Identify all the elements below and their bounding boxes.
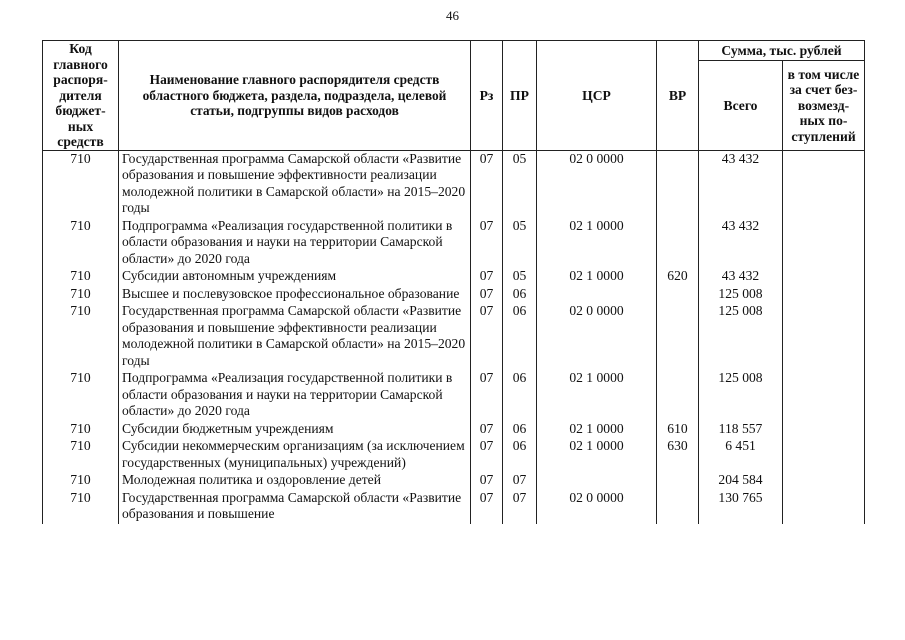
cell-pr: 06 [503,438,537,472]
cell-csr: 02 0 0000 [537,150,657,218]
table-row [43,218,865,269]
header-kod: Код главного распоря- дителя бюджет- ных средств [43,41,119,151]
cell-name: Подпрограмма «Реализация государственной политики в области образования и науки на территории Самарской области» до 2020 года [119,370,471,421]
cell-vr: 630 [657,438,699,472]
cell-pr: 07 [503,472,537,490]
cell-name: Субсидии автономным учреждениям [119,268,471,286]
table-body [43,150,865,524]
cell-vr [657,370,699,421]
cell-vr [657,150,699,218]
cell-pr: 05 [503,268,537,286]
cell-pr: 06 [503,286,537,304]
cell-name: Государственная программа Самарской области «Развитие образования и повышение эффективности реализации молодежной политики в Самарской области» на 2015–2020 годы [119,303,471,370]
table-row [43,421,865,439]
header-vr: ВР [657,41,699,151]
cell-kod: 710 [43,438,119,472]
cell-kod: 710 [43,421,119,439]
cell-name: Государственная программа Самарской области «Развитие образования и повышение эффективности реализации молодежной политики в Самарской области» на 2015–2020 годы [119,150,471,218]
table-row [43,150,865,218]
table-row [43,268,865,286]
cell-name: Молодежная политика и оздоровление детей [119,472,471,490]
cell-name: Субсидии бюджетным учреждениям [119,421,471,439]
cell-kod: 710 [43,490,119,524]
cell-pr: 06 [503,370,537,421]
cell-name: Государственная программа Самарской области «Развитие образования и повышение [119,490,471,524]
cell-bezv [783,150,865,218]
cell-vsego: 43 432 [699,268,783,286]
cell-name: Высшее и послевузовское профессиональное образование [119,286,471,304]
cell-vr [657,490,699,524]
cell-rz: 07 [471,150,503,218]
cell-vr [657,303,699,370]
cell-bezv [783,370,865,421]
budget-table [42,40,865,524]
cell-vsego: 43 432 [699,150,783,218]
table-row [43,472,865,490]
cell-vsego: 125 008 [699,370,783,421]
cell-pr: 06 [503,303,537,370]
cell-bezv [783,303,865,370]
cell-vsego: 204 584 [699,472,783,490]
cell-rz: 07 [471,421,503,439]
cell-pr: 07 [503,490,537,524]
cell-bezv [783,218,865,269]
cell-pr: 05 [503,218,537,269]
cell-pr: 06 [503,421,537,439]
cell-vsego: 130 765 [699,490,783,524]
header-name: Наименование главного распорядителя средств областного бюджета, раздела, подраздела, целевой статьи, подгруппы видов расходов [119,41,471,151]
cell-rz: 07 [471,438,503,472]
cell-kod: 710 [43,268,119,286]
header-vsego: Всего [699,61,783,151]
cell-rz: 07 [471,286,503,304]
cell-csr: 02 1 0000 [537,438,657,472]
cell-kod: 710 [43,218,119,269]
cell-csr: 02 1 0000 [537,421,657,439]
table-row [43,303,865,370]
cell-vr [657,286,699,304]
cell-vr: 620 [657,268,699,286]
cell-csr [537,286,657,304]
table-row [43,438,865,472]
cell-csr: 02 0 0000 [537,490,657,524]
table-row [43,370,865,421]
cell-vsego: 118 557 [699,421,783,439]
cell-kod: 710 [43,472,119,490]
table-row [43,490,865,524]
cell-csr: 02 1 0000 [537,218,657,269]
cell-bezv [783,490,865,524]
header-pr: ПР [503,41,537,151]
header-csr: ЦСР [537,41,657,151]
cell-vsego: 6 451 [699,438,783,472]
header-rz: Рз [471,41,503,151]
cell-kod: 710 [43,286,119,304]
cell-vsego: 125 008 [699,286,783,304]
cell-csr: 02 0 0000 [537,303,657,370]
cell-rz: 07 [471,268,503,286]
cell-csr: 02 1 0000 [537,268,657,286]
cell-kod: 710 [43,303,119,370]
header-summa: Сумма, тыс. рублей [699,41,865,61]
cell-vsego: 43 432 [699,218,783,269]
cell-name: Подпрограмма «Реализация государственной политики в области образования и науки на территории Самарской области» до 2020 года [119,218,471,269]
cell-rz: 07 [471,303,503,370]
cell-rz: 07 [471,490,503,524]
cell-csr [537,472,657,490]
cell-vsego: 125 008 [699,303,783,370]
cell-csr: 02 1 0000 [537,370,657,421]
cell-bezv [783,472,865,490]
table-row [43,286,865,304]
cell-rz: 07 [471,218,503,269]
table-header [43,41,865,151]
cell-bezv [783,438,865,472]
cell-bezv [783,421,865,439]
cell-bezv [783,268,865,286]
cell-vr: 610 [657,421,699,439]
cell-vr [657,218,699,269]
cell-bezv [783,286,865,304]
cell-rz: 07 [471,370,503,421]
cell-kod: 710 [43,150,119,218]
cell-name: Субсидии некоммерческим организациям (за исключением государственных (муниципальных) учреждений) [119,438,471,472]
cell-pr: 05 [503,150,537,218]
cell-rz: 07 [471,472,503,490]
cell-vr [657,472,699,490]
page-number: 46 [446,8,459,23]
cell-kod: 710 [43,370,119,421]
header-bezv: в том числе за счет без- возмезд- ных по- ступлений [783,61,865,151]
